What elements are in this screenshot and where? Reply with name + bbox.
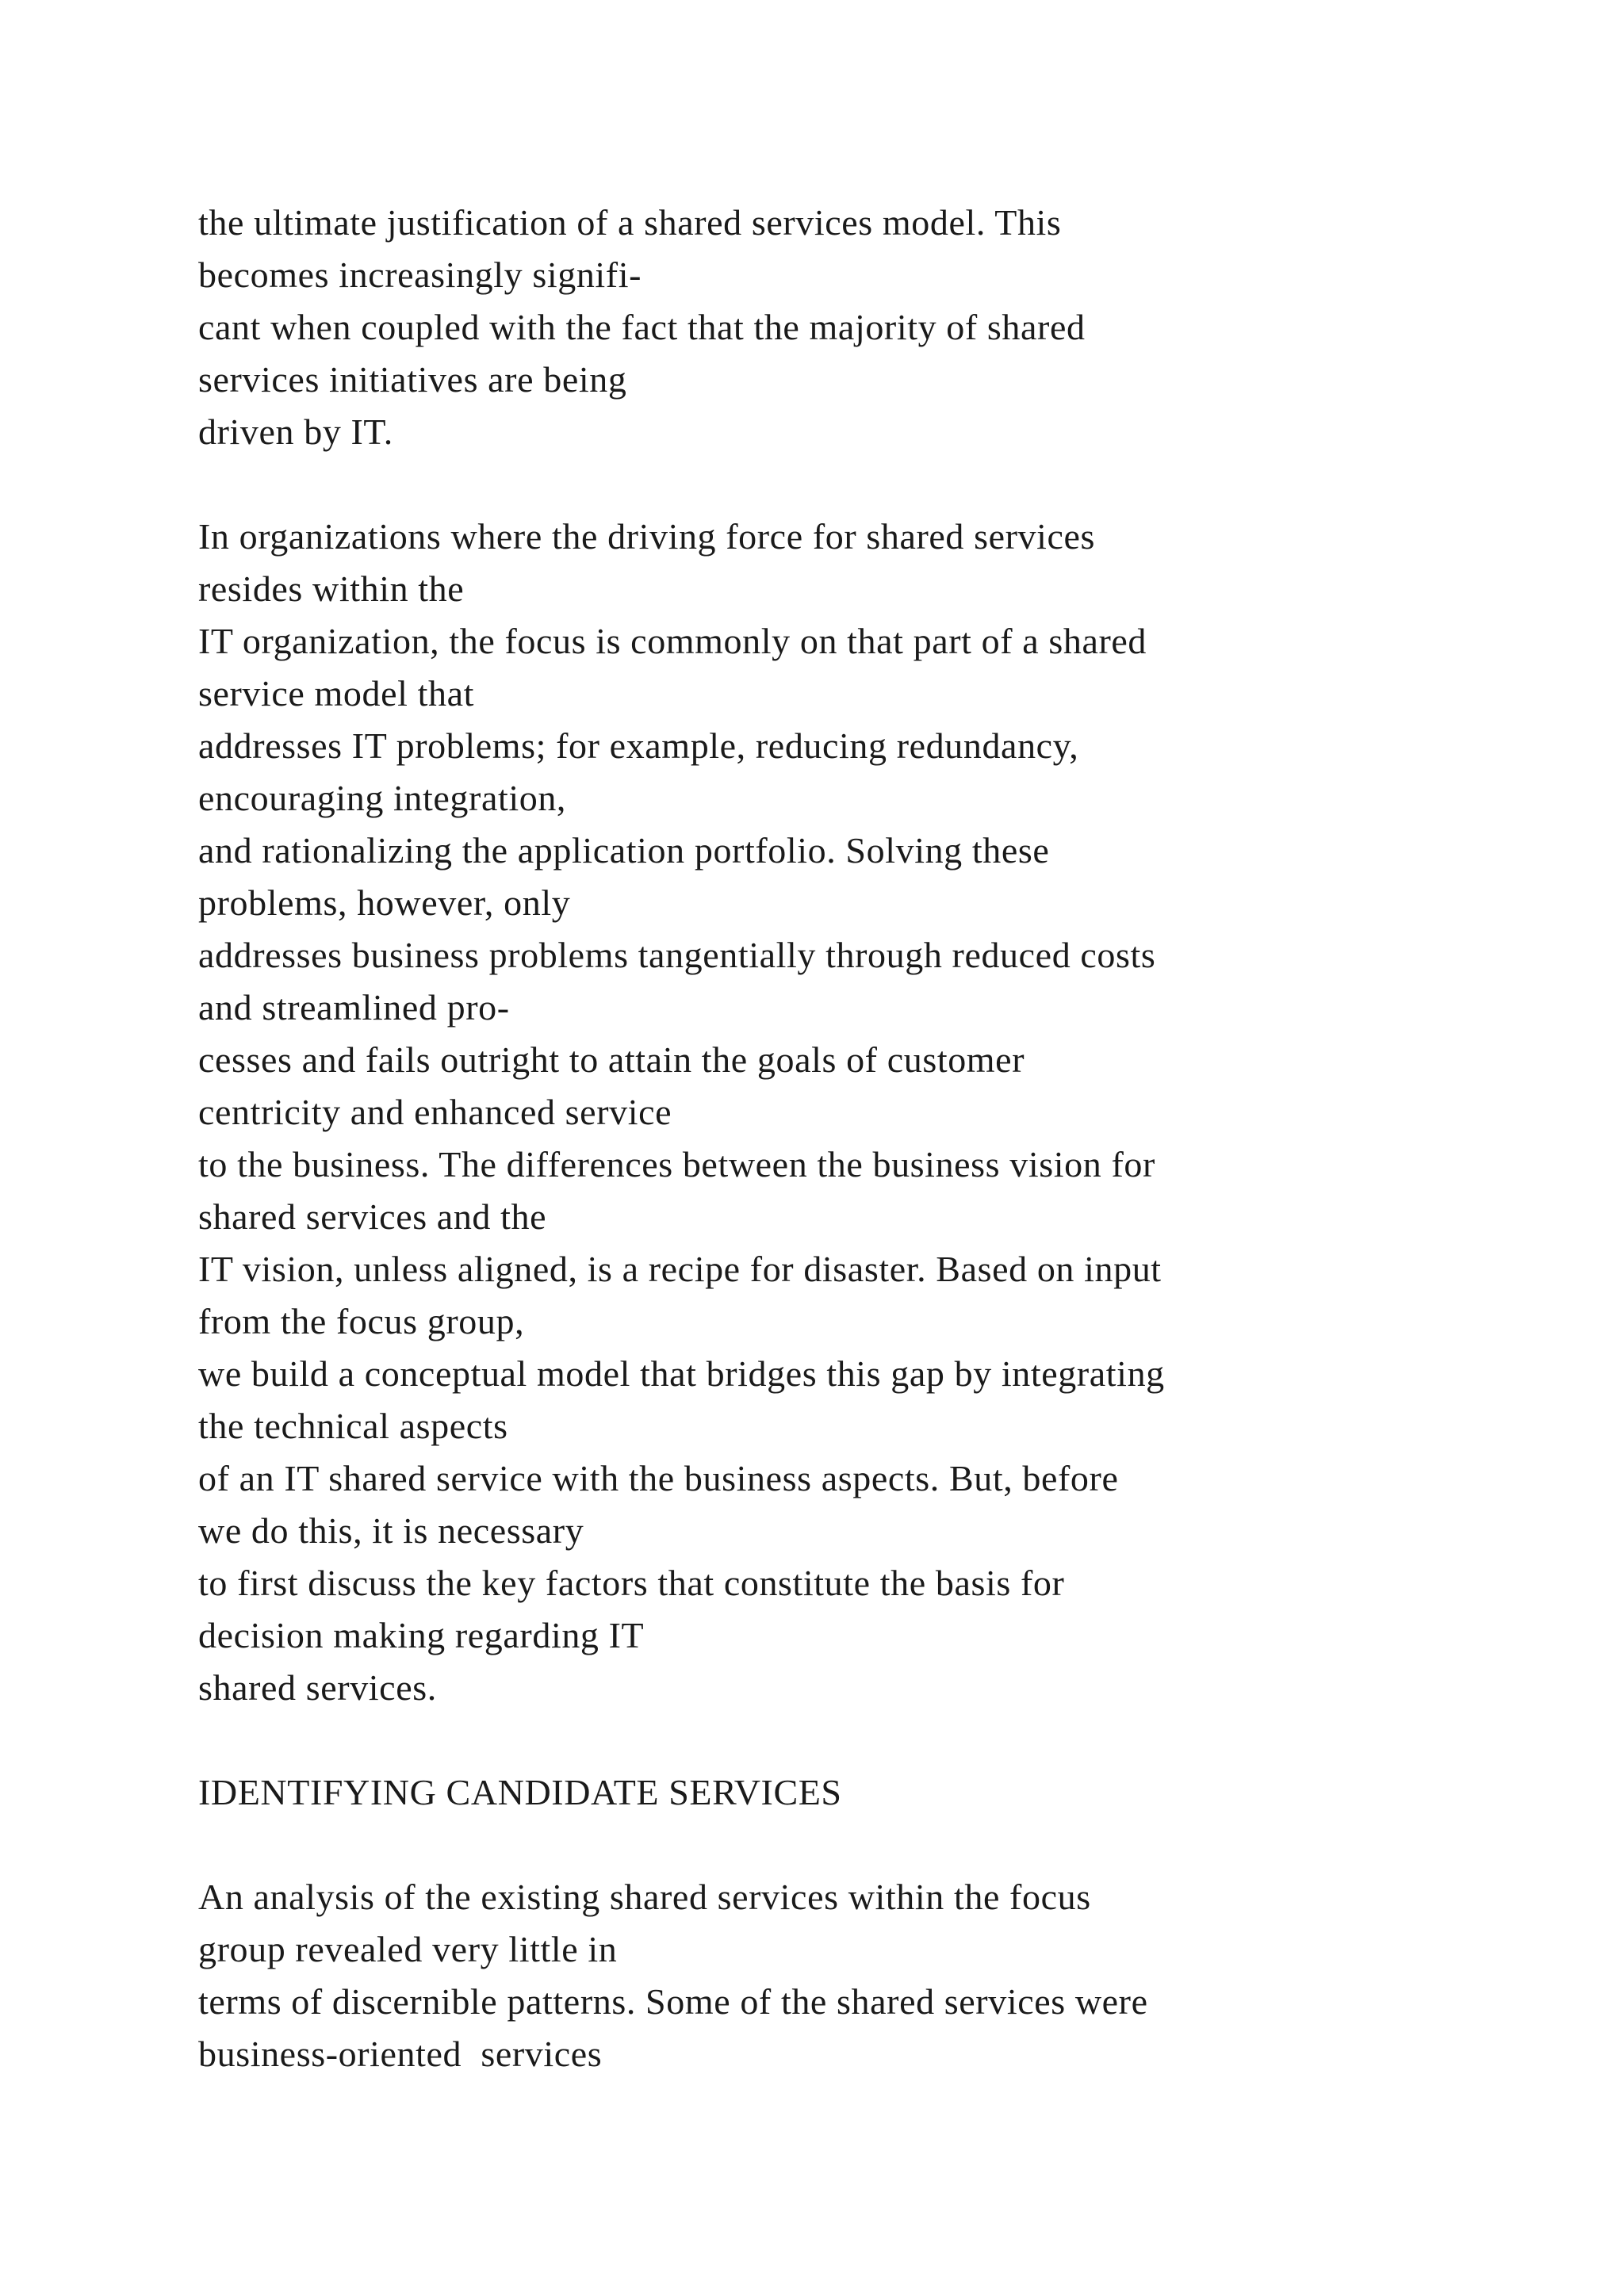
- text-line: from the focus group,: [198, 1301, 525, 1341]
- text-line: In organizations where the driving force for shared services: [198, 516, 1096, 557]
- heading-text: IDENTIFYING CANDIDATE SERVICES: [198, 1772, 842, 1812]
- text-line: driven by IT.: [198, 411, 393, 452]
- text-line: we build a conceptual model that bridges this gap by integrating: [198, 1353, 1165, 1394]
- text-line: cesses and fails outright to attain the goals of customer: [198, 1039, 1025, 1080]
- text-line: services initiatives are being: [198, 359, 627, 400]
- text-line: and streamlined pro-: [198, 987, 510, 1027]
- text-line: to first discuss the key factors that constitute the basis for: [198, 1563, 1065, 1603]
- paragraph-gap: [198, 1714, 1562, 1766]
- text-line: An analysis of the existing shared services within the focus: [198, 1877, 1091, 1917]
- text-line: becomes increasingly signifi-: [198, 254, 642, 295]
- paragraph-2: [198, 511, 1562, 1714]
- document-page: [198, 197, 1562, 2080]
- section-heading: [198, 1766, 1562, 1819]
- text-line: we do this, it is necessary: [198, 1510, 584, 1551]
- text-line: shared services and the: [198, 1196, 547, 1237]
- text-line: to the business. The differences between the business vision for: [198, 1144, 1155, 1184]
- text-line: problems, however, only: [198, 882, 571, 923]
- text-line: terms of discernible patterns. Some of the shared services were: [198, 1981, 1148, 2022]
- text-line: business-oriented services: [198, 2034, 603, 2074]
- text-line: resides within the: [198, 568, 465, 609]
- text-line: decision making regarding IT: [198, 1615, 645, 1655]
- paragraph-gap: [198, 1819, 1562, 1871]
- paragraph-3: [198, 1871, 1562, 2080]
- text-line: encouraging integration,: [198, 778, 567, 818]
- text-line: and rationalizing the application portfolio. Solving these: [198, 830, 1050, 871]
- text-line: addresses IT problems; for example, reducing redundancy,: [198, 725, 1079, 766]
- text-line: group revealed very little in: [198, 1929, 618, 1969]
- paragraph-gap: [198, 458, 1562, 511]
- text-line: of an IT shared service with the business aspects. But, before: [198, 1458, 1119, 1498]
- text-line: the technical aspects: [198, 1406, 508, 1446]
- text-line: addresses business problems tangentially through reduced costs: [198, 935, 1156, 975]
- text-line: IT vision, unless aligned, is a recipe for disaster. Based on input: [198, 1249, 1162, 1289]
- text-line: IT organization, the focus is commonly on that part of a shared: [198, 621, 1147, 661]
- text-line: service model that: [198, 673, 475, 714]
- text-line: shared services.: [198, 1667, 437, 1708]
- paragraph-1: [198, 197, 1562, 458]
- text-line: centricity and enhanced service: [198, 1092, 672, 1132]
- text-line: the ultimate justification of a shared services model. This: [198, 202, 1062, 243]
- text-line: cant when coupled with the fact that the majority of shared: [198, 307, 1086, 347]
